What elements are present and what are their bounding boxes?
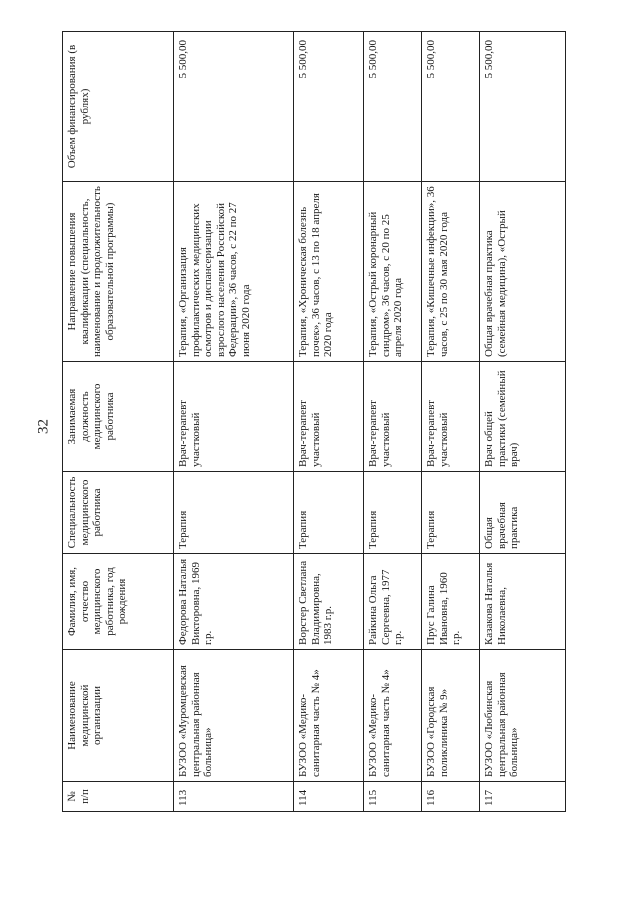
cell-amount: 5 500,00 [174, 32, 294, 182]
cell-num: 116 [422, 782, 480, 812]
cell-organization: БУЗОО «Любинская центральная районная больница» [480, 650, 566, 782]
header-person: Фамилия, имя, отчество медицинского работника, год рождения [63, 554, 174, 650]
cell-position: Врач-терапевт участковый [294, 362, 364, 472]
cell-organization: БУЗОО «Муромцевская центральная районная больница» [174, 650, 294, 782]
cell-amount: 5 500,00 [422, 32, 480, 182]
cell-num: 113 [174, 782, 294, 812]
cell-specialty: Терапия [294, 472, 364, 554]
table-row [364, 32, 422, 812]
cell-person: Райкина Ольга Сергеевна, 1977 г.р. [364, 554, 422, 650]
cell-specialty: Терапия [174, 472, 294, 554]
cell-program: Терапия, «Кишечные инфекции», 36 часов, с 25 по 30 мая 2020 года [422, 182, 480, 362]
cell-organization: БУЗОО «Медико-санитарная часть № 4» [294, 650, 364, 782]
training-table [62, 31, 566, 812]
cell-num: 114 [294, 782, 364, 812]
header-num: № п/п [63, 782, 174, 812]
cell-specialty: Общая врачебная практика [480, 472, 566, 554]
table-row [480, 32, 566, 812]
header-organization: Наименование медицинской организации [63, 650, 174, 782]
cell-organization: БУЗОО «Медико-санитарная часть № 4» [364, 650, 422, 782]
cell-organization: БУЗОО «Городская поликлиника № 9» [422, 650, 480, 782]
header-program: Направление повышения квалификации (специальность, наименование и продолжительность образовательной программы) [63, 182, 174, 362]
header-amount: Объем финансирования (в рублях) [63, 32, 174, 182]
cell-position: Врач общей практики (семейный врач) [480, 362, 566, 472]
header-position: Занимаемая должность медицинского работника [63, 362, 174, 472]
cell-program: Терапия, «Хроническая болезнь почек», 36 часов, с 13 по 18 апреля 2020 года [294, 182, 364, 362]
cell-num: 115 [364, 782, 422, 812]
cell-person: Ворстер Светлана Владимировна, 1983 г.р. [294, 554, 364, 650]
cell-amount: 5 500,00 [364, 32, 422, 182]
table-header-row [63, 32, 174, 812]
page-number: 32 [35, 419, 52, 434]
cell-program: Общая врачебная практика (семейная медицина), «Острый [480, 182, 566, 362]
cell-program: Терапия, «Организация профилактических медицинских осмотров и диспансеризации взрослого населения Российской Федерации», 36 часов, с 22 по 27 июня 2020 года [174, 182, 294, 362]
cell-position: Врач-терапевт участковый [364, 362, 422, 472]
cell-person: Федорова Наталья Викторовна, 1969 г.р. [174, 554, 294, 650]
cell-person: Прус Галина Ивановна, 1960 г.р. [422, 554, 480, 650]
header-specialty: Специальность медицинского работника [63, 472, 174, 554]
cell-num: 117 [480, 782, 566, 812]
table-row [294, 32, 364, 812]
cell-amount: 5 500,00 [294, 32, 364, 182]
rotated-table-container [62, 32, 558, 812]
table-row [422, 32, 480, 812]
table-row [174, 32, 294, 812]
cell-position: Врач-терапевт участковый [174, 362, 294, 472]
cell-amount: 5 500,00 [480, 32, 566, 182]
cell-program: Терапия, «Острый коронарный синдром», 36 часов, с 20 по 25 апреля 2020 года [364, 182, 422, 362]
cell-specialty: Терапия [422, 472, 480, 554]
cell-position: Врач-терапевт участковый [422, 362, 480, 472]
cell-specialty: Терапия [364, 472, 422, 554]
cell-person: Казакова Наталья Николаевна, [480, 554, 566, 650]
